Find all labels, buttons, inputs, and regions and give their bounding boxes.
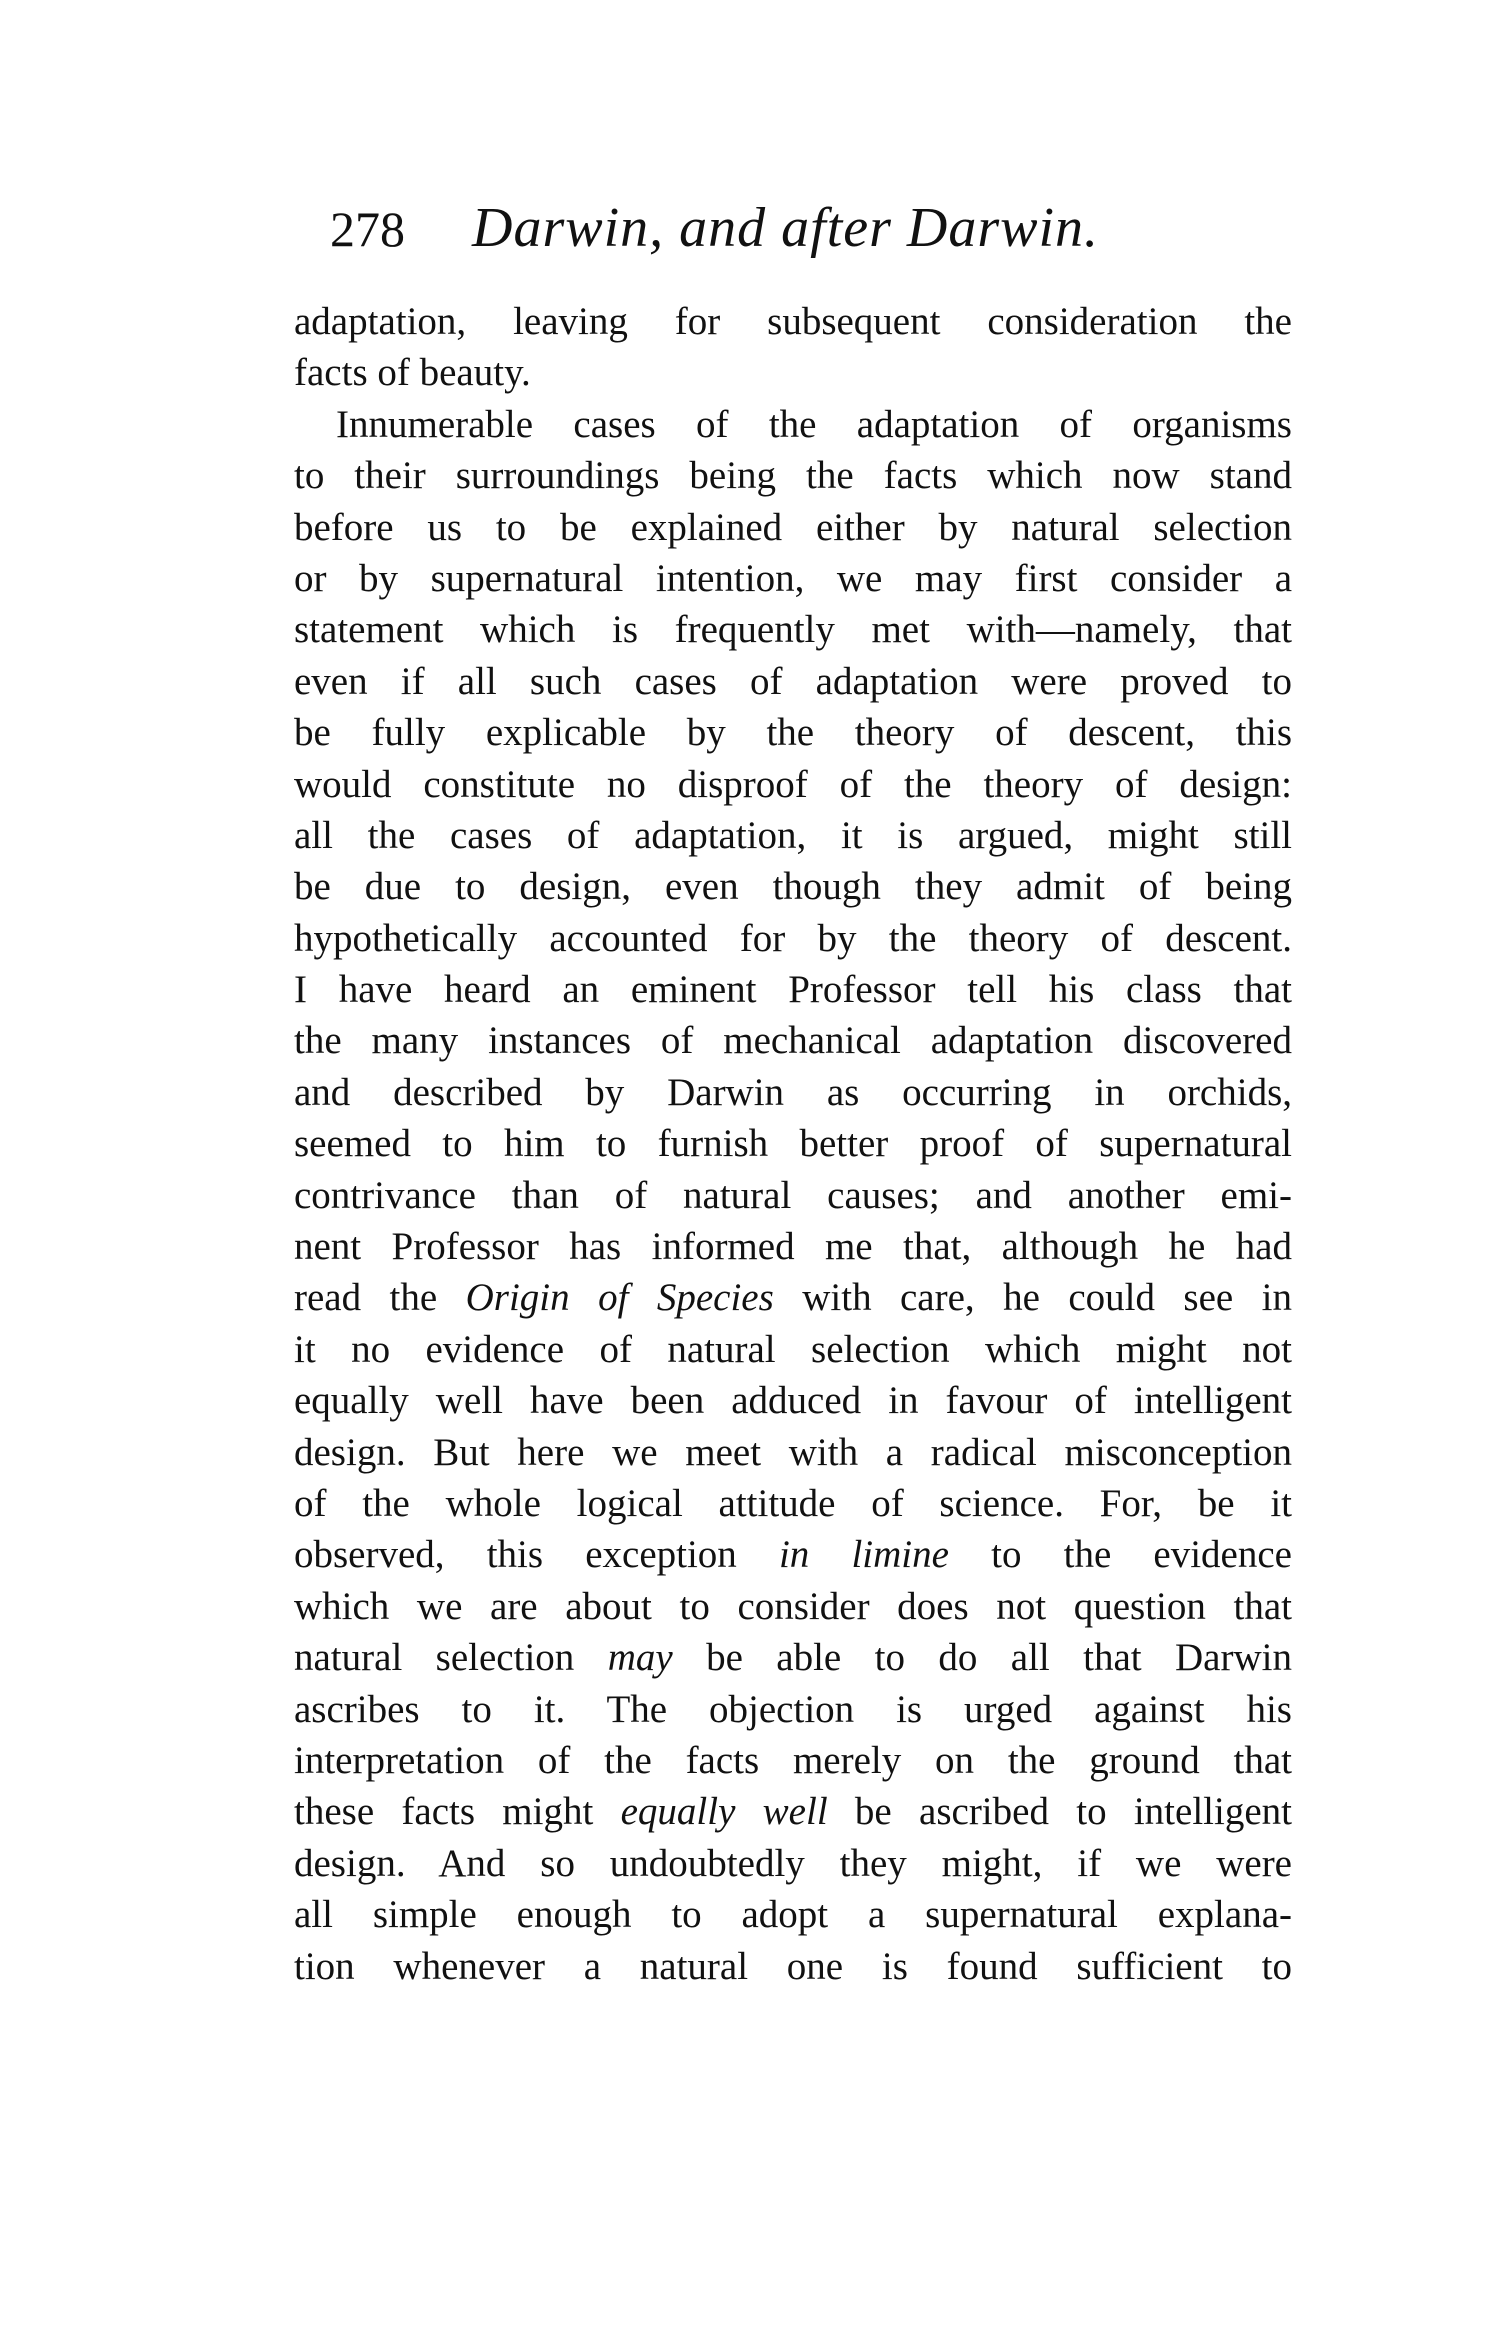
text-segment: tion whenever a natural one is found sufficient to <box>294 1944 1292 1988</box>
text-segment: these facts might <box>294 1790 621 1834</box>
text-line <box>294 759 1292 810</box>
text-line <box>294 604 1292 655</box>
text-segment: adaptation, leaving for subsequent consideration the <box>294 300 1292 343</box>
text-line <box>294 1786 1292 1837</box>
text-segment: it no evidence of natural selection which might not <box>294 1327 1292 1371</box>
body-text <box>294 296 1292 1992</box>
text-line <box>294 1170 1292 1221</box>
italic-text: in limine <box>778 1533 949 1577</box>
text-line <box>294 707 1292 758</box>
text-line <box>294 1684 1292 1735</box>
text-line <box>294 1118 1292 1169</box>
italic-text: may <box>607 1636 673 1680</box>
text-segment: and described by Darwin as occurring in orchids, <box>294 1070 1292 1114</box>
text-line <box>294 296 1292 347</box>
text-segment: observed, this exception <box>294 1533 779 1577</box>
text-segment: all the cases of adaptation, it is argued, might still <box>294 813 1292 857</box>
running-title: Darwin, and after Darwin. <box>472 197 1100 259</box>
text-segment: read the <box>294 1276 466 1320</box>
text-line <box>294 1632 1292 1683</box>
text-line <box>294 1324 1292 1375</box>
text-line <box>294 1941 1292 1992</box>
text-segment: I have heard an eminent Professor tell his class that <box>294 968 1292 1012</box>
text-segment: of the whole logical attitude of science. For, be it <box>294 1481 1292 1525</box>
text-segment: design. But here we meet with a radical misconception <box>294 1430 1292 1474</box>
text-line <box>294 450 1292 501</box>
text-segment: be ascribed to intelligent <box>827 1790 1292 1834</box>
text-segment: interpretation of the facts merely on the ground that <box>294 1738 1292 1782</box>
text-segment: natural selection <box>294 1636 608 1680</box>
italic-text: Origin of Species <box>465 1276 774 1320</box>
text-segment: nent Professor has informed me that, although he had <box>294 1225 1292 1269</box>
text-line <box>294 1375 1292 1426</box>
text-segment: seemed to him to furnish better proof of supernatural <box>294 1122 1292 1166</box>
text-line <box>294 810 1292 861</box>
text-line <box>294 1221 1292 1272</box>
text-line <box>294 1067 1292 1118</box>
text-segment: contrivance than of natural causes; and another emi- <box>294 1173 1292 1217</box>
text-segment: hypothetically accounted for by the theory of descent. <box>294 916 1292 960</box>
page-number: 278 <box>330 201 405 257</box>
text-segment: or by supernatural intention, we may first consider a <box>294 556 1292 600</box>
italic-text: equally well <box>620 1790 828 1834</box>
text-line <box>294 656 1292 707</box>
text-segment: be fully explicable by the theory of descent, this <box>294 711 1292 755</box>
text-segment: to their surroundings being the facts which now stand <box>294 454 1292 498</box>
text-line <box>294 1478 1292 1529</box>
text-line <box>294 861 1292 912</box>
text-line <box>294 553 1292 604</box>
text-segment: statement which is frequently met with—namely, that <box>294 608 1292 652</box>
text-segment: equally well have been adduced in favour of intelligent <box>294 1379 1292 1423</box>
running-header <box>330 196 1190 262</box>
text-segment: would constitute no disproof of the theory of design: <box>294 762 1292 806</box>
text-line <box>294 1272 1292 1323</box>
text-line <box>294 399 1292 450</box>
text-segment: even if all such cases of adaptation were proved to <box>294 659 1292 703</box>
text-segment: be due to design, even though they admit of being <box>294 865 1292 909</box>
text-line <box>294 502 1292 553</box>
text-segment: ascribes to it. The objection is urged against his <box>294 1687 1292 1731</box>
text-segment: to the evidence <box>948 1533 1292 1577</box>
text-line <box>294 1889 1292 1940</box>
text-segment: all simple enough to adopt a supernatural explana- <box>294 1893 1292 1937</box>
text-line <box>294 1427 1292 1478</box>
text-segment: before us to be explained either by natural selection <box>294 505 1292 549</box>
text-segment: facts of beauty. <box>294 351 531 395</box>
text-line <box>294 1015 1292 1066</box>
text-segment: design. And so undoubtedly they might, if we were <box>294 1841 1292 1885</box>
text-line <box>294 964 1292 1015</box>
text-segment: which we are about to consider does not question that <box>294 1584 1292 1628</box>
text-line <box>294 1529 1292 1580</box>
text-line <box>294 1581 1292 1632</box>
text-line <box>294 1838 1292 1889</box>
text-line <box>294 913 1292 964</box>
text-segment: the many instances of mechanical adaptation discovered <box>294 1019 1292 1063</box>
text-line <box>294 347 1292 398</box>
text-segment: Innumerable cases of the adaptation of organisms <box>336 402 1292 446</box>
text-segment: be able to do all that Darwin <box>672 1636 1292 1680</box>
text-segment: with care, he could see in <box>773 1276 1292 1320</box>
text-line <box>294 1735 1292 1786</box>
